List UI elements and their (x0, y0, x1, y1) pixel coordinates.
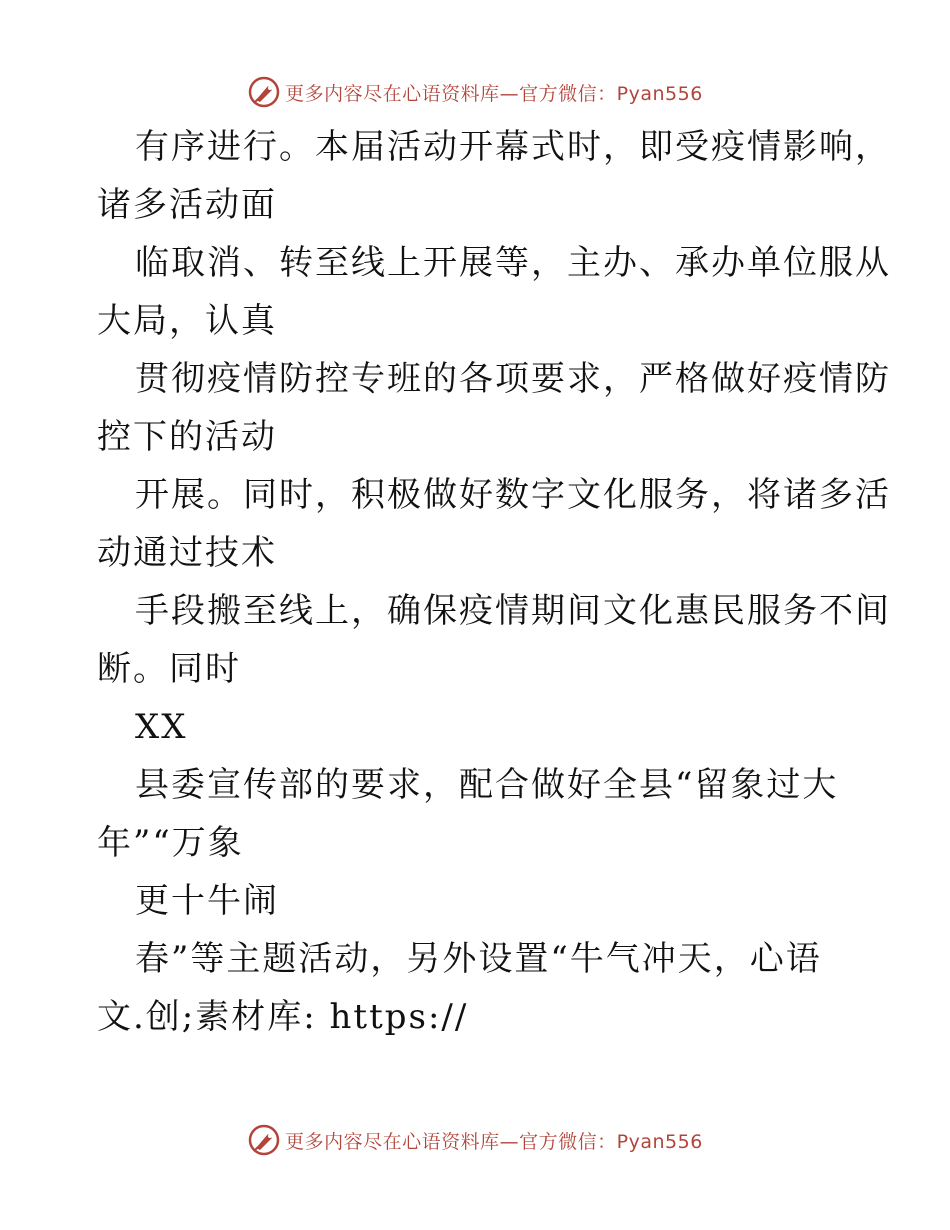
text-line: XX (135, 707, 188, 747)
pen-nib-logo-icon (247, 75, 281, 109)
text-line: 文.创;素材库: https:// (97, 997, 469, 1037)
text-line: 大局，认真 (97, 301, 277, 341)
text-line: 临取消、转至线上开展等，主办、承办单位服从 (135, 243, 891, 283)
pen-nib-logo-icon (247, 1123, 281, 1157)
header-watermark (0, 72, 950, 112)
footer-watermark (0, 1120, 950, 1160)
text-line: 动通过技术 (97, 533, 277, 573)
text-line: 开展。同时，积极做好数字文化服务，将诸多活 (135, 475, 891, 515)
text-line: 诸多活动面 (97, 185, 277, 225)
text-line: 年”“万象 (97, 823, 244, 863)
text-line: 控下的活动 (97, 417, 277, 457)
text-line: 更十牛闹 (135, 881, 279, 921)
text-line: 贯彻疫情防控专班的各项要求，严格做好疫情防 (135, 359, 891, 399)
text-line: 有序进行。本届活动开幕式时，即受疫情影响， (135, 127, 891, 167)
watermark-text: 更多内容尽在心语资料库—官方微信：Pyan556 (285, 1130, 703, 1153)
text-line: 春”等主题活动，另外设置“牛气冲天，心语 (135, 939, 822, 979)
text-line: 断。同时 (97, 649, 241, 689)
text-line: 手段搬至线上，确保疫情期间文化惠民服务不间 (135, 591, 891, 631)
text-line: 县委宣传部的要求，配合做好全县“留象过大 (135, 765, 839, 805)
watermark-text: 更多内容尽在心语资料库—官方微信：Pyan556 (285, 82, 703, 105)
document-body (97, 118, 891, 1046)
